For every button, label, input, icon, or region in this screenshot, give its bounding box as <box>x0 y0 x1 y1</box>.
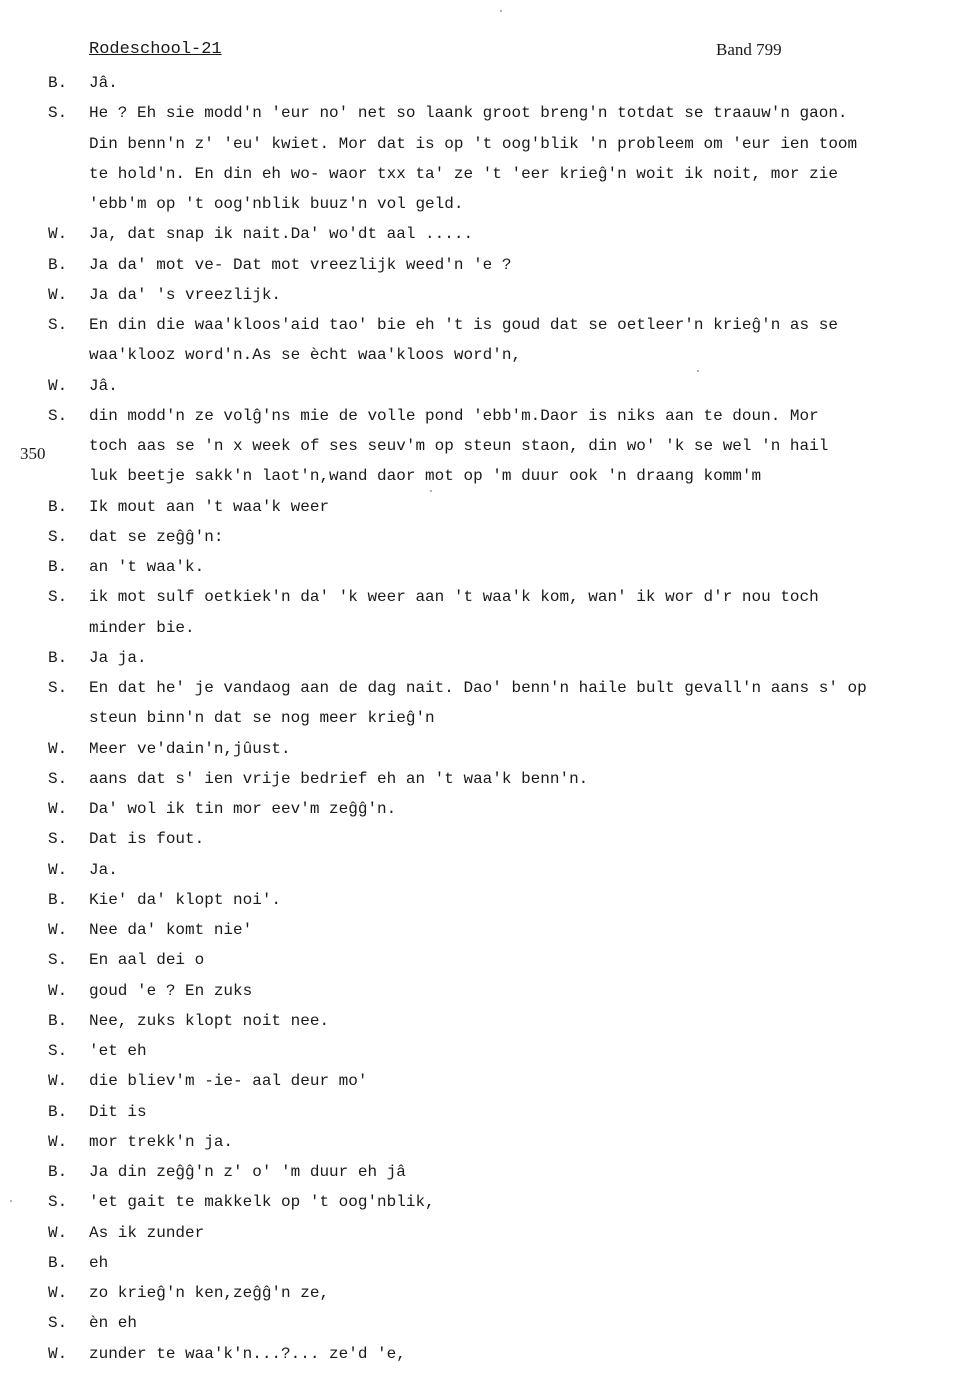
transcript-line <box>0 492 973 522</box>
transcript-line <box>0 976 973 1006</box>
transcript-line <box>0 1248 973 1278</box>
scan-speck <box>697 370 699 372</box>
band-number: Band 799 <box>716 40 782 59</box>
transcript-line <box>0 582 973 612</box>
utterance-text: En din die waa'kloos'aid tao' bie eh 't is goud dat se oetleer'n krieĝ'n as se <box>89 316 838 334</box>
transcript-line <box>0 250 973 280</box>
speaker-label: S. <box>48 1314 68 1333</box>
transcript-line <box>0 1187 973 1217</box>
speaker-label: W. <box>48 921 68 939</box>
utterance-text: waa'klooz word'n.As se ècht waa'kloos word'n, <box>89 346 522 365</box>
speaker-label: S. <box>48 769 68 788</box>
speaker-label: S. <box>48 1042 68 1060</box>
utterance-text: En aal dei o <box>89 951 205 970</box>
speaker-label: B. <box>48 648 68 667</box>
transcript-line <box>0 98 973 128</box>
utterance-text: 'ebb'm op 't oog'nblik buuz'n vol geld. <box>89 195 464 213</box>
speaker-label: B. <box>48 890 68 909</box>
utterance-text: mor trekk'n ja. <box>89 1132 234 1151</box>
transcript-line <box>0 855 973 885</box>
transcript-line <box>0 643 973 673</box>
transcript-line <box>0 764 973 794</box>
speaker-label: W. <box>48 739 68 758</box>
utterance-text: goud 'e ? En zuks <box>89 981 253 1000</box>
speaker-label: B. <box>48 255 68 274</box>
utterance-text: ik mot sulf oetkiek'n da' 'k weer aan 't waa'k kom, wan' ik wor d'r nou toch <box>89 588 819 607</box>
speaker-label: S. <box>48 527 68 546</box>
speaker-label: W. <box>48 1223 68 1242</box>
transcript-line <box>0 219 973 249</box>
utterance-text: an 't waa'k. <box>89 558 205 576</box>
speaker-label: S. <box>48 316 68 334</box>
transcript-line <box>0 371 973 401</box>
utterance-text: 'et gait te makkelk op 't oog'nblik, <box>89 1193 435 1212</box>
transcript-line <box>0 1157 973 1187</box>
transcript-line <box>0 1218 973 1248</box>
speaker-label: B. <box>48 1011 68 1030</box>
speaker-label: B. <box>48 1102 68 1121</box>
speaker-label: W. <box>48 376 68 395</box>
transcript-line <box>0 129 973 159</box>
transcript-line <box>0 310 973 340</box>
scan-speck <box>430 490 432 492</box>
utterance-text: dat se zeĝĝ'n: <box>89 527 224 546</box>
utterance-text: Din benn'n z' 'eu' kwiet. Mor dat is op 't oog'blik 'n probleem om 'eur ien toom <box>89 134 858 153</box>
speaker-label: W. <box>48 860 68 879</box>
utterance-text: eh <box>89 1253 109 1272</box>
speaker-label: S. <box>48 679 68 697</box>
utterance-text: Ja da' 's vreezlijk. <box>89 285 282 304</box>
utterance-text: èn eh <box>89 1314 138 1333</box>
speaker-label: S. <box>48 1193 68 1212</box>
transcript-line <box>0 159 973 189</box>
transcript-line <box>0 552 973 582</box>
speaker-label: S. <box>48 406 68 425</box>
speaker-label: S. <box>48 588 68 607</box>
utterance-text: din modd'n ze volĝ'ns mie de volle pond 'ebb'm.Daor is niks aan te doun. Mor <box>89 406 819 425</box>
utterance-text: minder bie. <box>89 618 195 637</box>
transcript-line <box>0 431 973 461</box>
speaker-label: B. <box>48 1163 68 1181</box>
utterance-text: luk beetje sakk'n laot'n,wand daor mot op 'm duur ook 'n draang komm'm <box>89 467 762 486</box>
speaker-label: B. <box>48 558 68 576</box>
utterance-text: zo krieĝ'n ken,zeĝĝ'n ze, <box>89 1284 330 1302</box>
transcript-line <box>0 522 973 552</box>
document-title: Rodeschool-21 <box>89 40 222 59</box>
utterance-text: 'et eh <box>89 1042 147 1060</box>
utterance-text: toch aas se 'n x week of ses seuv'm op steun staon, din wo' 'k se wel 'n hail <box>89 437 829 455</box>
utterance-text: Ja ja. <box>89 648 147 667</box>
transcript-line <box>0 1339 973 1369</box>
utterance-text: Dit is <box>89 1102 147 1121</box>
speaker-label: B. <box>48 497 68 516</box>
transcript-line <box>0 340 973 370</box>
transcript-line <box>0 1127 973 1157</box>
transcript-line <box>0 1278 973 1308</box>
transcript-line <box>0 915 973 945</box>
speaker-label: W. <box>48 1284 68 1302</box>
margin-line-number: 350 <box>20 444 46 463</box>
transcript-line <box>0 945 973 975</box>
utterance-text: Nee da' komt nie' <box>89 921 253 939</box>
transcript-line <box>0 613 973 643</box>
speaker-label: W. <box>48 285 68 304</box>
utterance-text: Da' wol ik tin mor eev'm zeĝĝ'n. <box>89 800 397 818</box>
speaker-label: W. <box>48 1072 68 1091</box>
utterance-text: Nee, zuks klopt noit nee. <box>89 1011 330 1030</box>
utterance-text: Jâ. <box>89 74 118 92</box>
scan-speck <box>10 1200 12 1202</box>
speaker-label: W. <box>48 1344 68 1363</box>
scan-speck <box>500 10 502 12</box>
utterance-text: Meer ve'dain'n,jûust. <box>89 739 291 758</box>
speaker-label: W. <box>48 800 68 818</box>
utterance-text: steun binn'n dat se nog meer krieĝ'n <box>89 709 435 728</box>
utterance-text: Ja. <box>89 860 118 879</box>
utterance-text: Ik mout aan 't waa'k weer <box>89 497 330 516</box>
transcript-line <box>0 734 973 764</box>
transcript-lines <box>0 68 973 1369</box>
utterance-text: aans dat s' ien vrije bedrief eh an 't waa'k benn'n. <box>89 769 589 788</box>
utterance-text: Jâ. <box>89 376 118 395</box>
speaker-label: B. <box>48 74 68 92</box>
transcript-line <box>0 189 973 219</box>
transcript-line <box>0 1097 973 1127</box>
utterance-text: As ik zunder <box>89 1223 205 1242</box>
transcript-line <box>0 824 973 854</box>
speaker-label: W. <box>48 981 68 1000</box>
utterance-text: te hold'n. En din eh wo- waor txx ta' ze 't 'eer krieĝ'n woit ik noit, mor zie <box>89 164 838 183</box>
transcript-line <box>0 1006 973 1036</box>
speaker-label: W. <box>48 1132 68 1151</box>
utterance-text: die bliev'm -ie- aal deur mo' <box>89 1072 368 1091</box>
transcript-line <box>0 401 973 431</box>
speaker-label: S. <box>48 830 68 849</box>
utterance-text: He ? Eh sie modd'n 'eur no' net so laank groot breng'n totdat se traauw'n gaon. <box>89 104 848 123</box>
transcript-line <box>0 1066 973 1096</box>
speaker-label: B. <box>48 1253 68 1272</box>
transcript-line <box>0 885 973 915</box>
transcript-line <box>0 703 973 733</box>
transcript-line <box>0 794 973 824</box>
transcript-line <box>0 280 973 310</box>
transcript-line <box>0 461 973 491</box>
utterance-text: Kie' da' klopt noi'. <box>89 890 282 909</box>
utterance-text: zunder te waa'k'n...?... ze'd 'e, <box>89 1344 406 1363</box>
transcript-line <box>0 68 973 98</box>
utterance-text: Ja din zeĝĝ'n z' o' 'm duur eh jâ <box>89 1163 406 1181</box>
transcript-line <box>0 1308 973 1338</box>
speaker-label: W. <box>48 225 68 244</box>
transcript-line <box>0 1036 973 1066</box>
speaker-label: S. <box>48 951 68 970</box>
transcript-line <box>0 673 973 703</box>
utterance-text: En dat he' je vandaog aan de dag nait. Dao' benn'n haile bult gevall'n aans s' op <box>89 679 867 697</box>
utterance-text: Ja da' mot ve- Dat mot vreezlijk weed'n 'e ? <box>89 255 512 274</box>
utterance-text: Ja, dat snap ik nait.Da' wo'dt aal ..... <box>89 225 474 244</box>
utterance-text: Dat is fout. <box>89 830 205 849</box>
speaker-label: S. <box>48 104 68 123</box>
